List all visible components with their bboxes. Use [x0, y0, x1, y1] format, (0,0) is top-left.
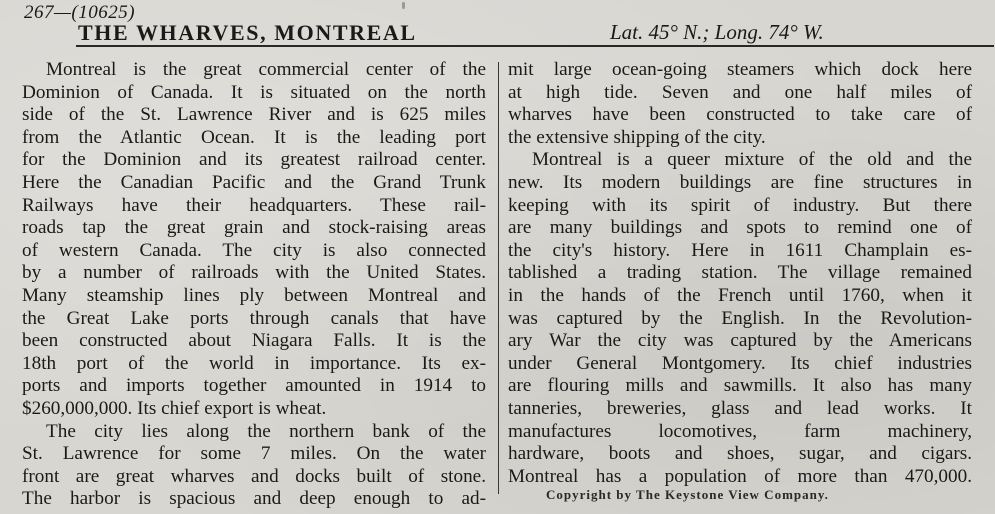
- text-line: wharves have been constructed to take care of: [508, 104, 972, 126]
- text-line: the city's history. Here in 1611 Champlain es-: [508, 239, 972, 261]
- page-title: THE WHARVES, MONTREAL: [78, 20, 417, 45]
- coordinates-label: Lat. 45° N.; Long. 74° W.: [610, 20, 824, 44]
- right-text-column: [508, 59, 972, 488]
- text-line: mit large ocean-going steamers which dock here: [508, 59, 972, 80]
- text-line: the Great Lake ports through canals that have: [22, 307, 486, 329]
- left-text-column: [22, 59, 486, 511]
- text-line: by a number of railroads with the United States.: [22, 262, 486, 284]
- text-line: Montreal has a population of more than 470,000.: [508, 465, 972, 487]
- header-rule: [76, 45, 994, 47]
- text-line: tablished a trading station. The village remained: [508, 262, 972, 284]
- text-line: roads tap the great grain and stock-raising areas: [22, 217, 486, 239]
- text-line: Many steamship lines ply between Montreal and: [22, 284, 486, 306]
- text-line: at high tide. Seven and one half miles of: [508, 81, 972, 103]
- text-line: St. Lawrence for some 7 miles. On the water: [22, 443, 486, 465]
- ink-smudge: [402, 2, 405, 9]
- copyright-notice: Copyright by The Keystone View Company.: [546, 487, 829, 502]
- text-line: tanneries, breweries, glass and lead works. It: [508, 397, 972, 419]
- text-line: ary War the city was captured by the Americans: [508, 330, 972, 352]
- text-line: ports and imports together amounted in 1914 to: [22, 375, 486, 397]
- text-line: Montreal is a queer mixture of the old and the: [532, 149, 972, 171]
- text-line: front are great wharves and docks built of stone.: [22, 465, 486, 487]
- text-line: been constructed about Niagara Falls. It is the: [22, 330, 486, 352]
- text-line: was captured by the English. In the Revolution-: [508, 307, 972, 329]
- text-line: from the Atlantic Ocean. It is the leading port: [22, 126, 486, 148]
- text-line: the extensive shipping of the city.: [508, 126, 766, 148]
- text-line: for the Dominion and its greatest railroad center.: [22, 149, 486, 171]
- text-line: new. Its modern buildings are fine structures in: [508, 171, 972, 193]
- text-line: are flouring mills and sawmills. It also has many: [508, 375, 972, 397]
- column-divider: [498, 62, 499, 494]
- text-line: Here the Canadian Pacific and the Grand Trunk: [22, 171, 486, 193]
- catalog-number: 267—(10625): [24, 2, 136, 23]
- text-line: 18th port of the world in importance. Its ex-: [22, 352, 486, 374]
- text-line: side of the St. Lawrence River and is 625 miles: [22, 104, 486, 126]
- text-line: in the hands of the French until 1760, when it: [508, 284, 972, 306]
- text-line: hardware, boots and shoes, sugar, and cigars.: [508, 443, 972, 465]
- text-line: manufactures locomotives, farm machinery,: [508, 420, 972, 442]
- text-line: Dominion of Canada. It is situated on the north: [22, 81, 486, 103]
- text-line: of western Canada. The city is also connected: [22, 239, 486, 261]
- text-line: under General Montgomery. Its chief industries: [508, 352, 972, 374]
- text-line: Montreal is the great commercial center of the: [46, 59, 486, 80]
- text-line: The city lies along the northern bank of the: [46, 420, 486, 442]
- text-line: The harbor is spacious and deep enough to ad-: [22, 488, 486, 510]
- text-line: are many buildings and spots to remind one of: [508, 217, 972, 239]
- text-line: Railways have their headquarters. These rail-: [22, 194, 486, 216]
- text-line: $260,000,000. Its chief export is wheat.: [22, 397, 327, 419]
- text-line: keeping with its spirit of industry. But there: [508, 194, 972, 216]
